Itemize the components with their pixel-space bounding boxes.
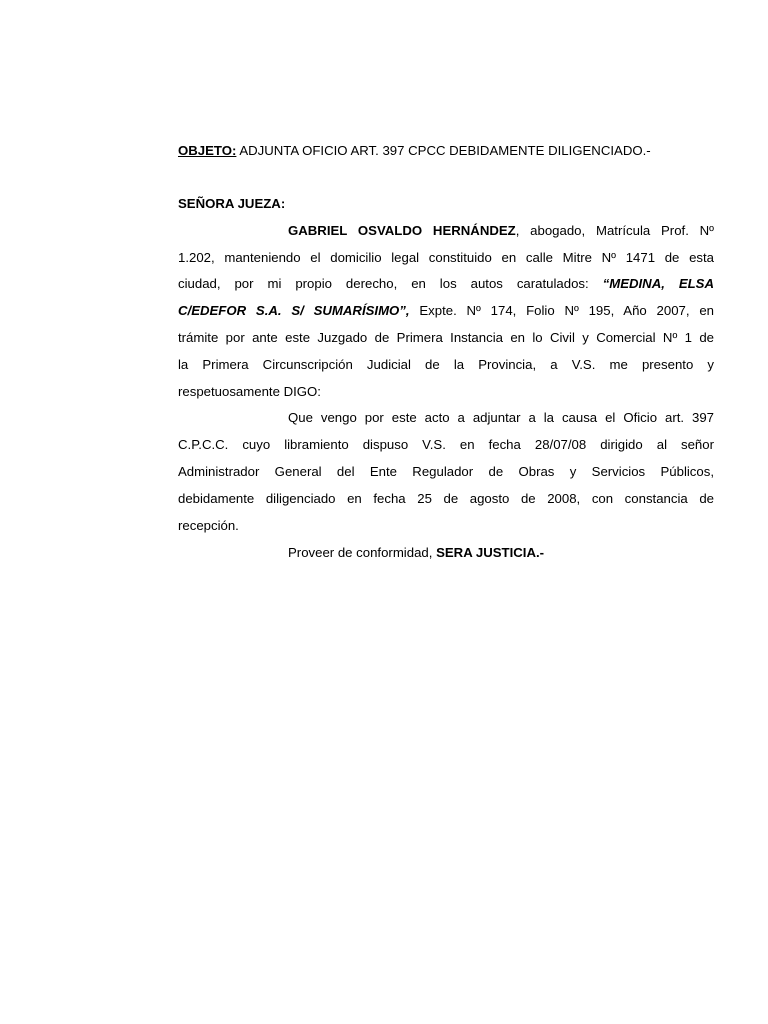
case-title-part1: “MEDINA, ELSA [602, 276, 714, 291]
paragraph2-line1: Que vengo por este acto a adjuntar a la causa el Oficio art. 397 [288, 410, 714, 425]
paragraph1-line1-rest: , abogado, Matrícula Prof. Nº [515, 223, 714, 238]
lawyer-name: GABRIEL OSVALDO HERNÁNDEZ [288, 223, 516, 238]
paragraph1-line2: 1.202, manteniendo el domicilio legal constituido en calle Mitre Nº 1471 de esta [178, 250, 714, 265]
salutation: SEÑORA JUEZA: [178, 196, 286, 211]
paragraph1-line3-text: ciudad, por mi propio derecho, en los autos caratulados: [178, 276, 603, 291]
closing-bold: SERA JUSTICIA.- [436, 545, 545, 560]
paragraph2-line4: debidamente diligenciado en fecha 25 de agosto de 2008, con constancia de [178, 491, 714, 506]
paragraph1-line5: trámite por ante este Juzgado de Primera Instancia en lo Civil y Comercial Nº 1 de [178, 330, 714, 345]
closing-text: Proveer de conformidad, [288, 545, 437, 560]
paragraph1-line4 [178, 303, 714, 319]
paragraph2-line3: Administrador General del Ente Regulador de Obras y Servicios Públicos, [178, 464, 714, 479]
paragraph1-line3 [178, 276, 714, 292]
case-title-part2: C/EDEFOR S.A. S/ SUMARÍSIMO”, [178, 303, 410, 318]
closing-line [178, 545, 714, 561]
paragraph2-line5: recepción. [178, 518, 239, 533]
paragraph1-line6: la Primera Circunscripción Judicial de la Provincia, a V.S. me presento y [178, 357, 714, 372]
document-page [178, 0, 714, 1024]
paragraph1-line7: respetuosamente DIGO: [178, 384, 321, 399]
objeto-text: ADJUNTA OFICIO ART. 397 CPCC DEBIDAMENTE DILIGENCIADO.- [236, 143, 651, 158]
paragraph1-line1 [178, 223, 714, 239]
paragraph1-line4-rest: Expte. Nº 174, Folio Nº 195, Año 2007, en [409, 303, 714, 318]
objeto-label: OBJETO: [178, 143, 237, 158]
paragraph2-line2: C.P.C.C. cuyo libramiento dispuso V.S. en fecha 28/07/08 dirigido al señor [178, 437, 714, 452]
objeto-line [178, 143, 714, 159]
